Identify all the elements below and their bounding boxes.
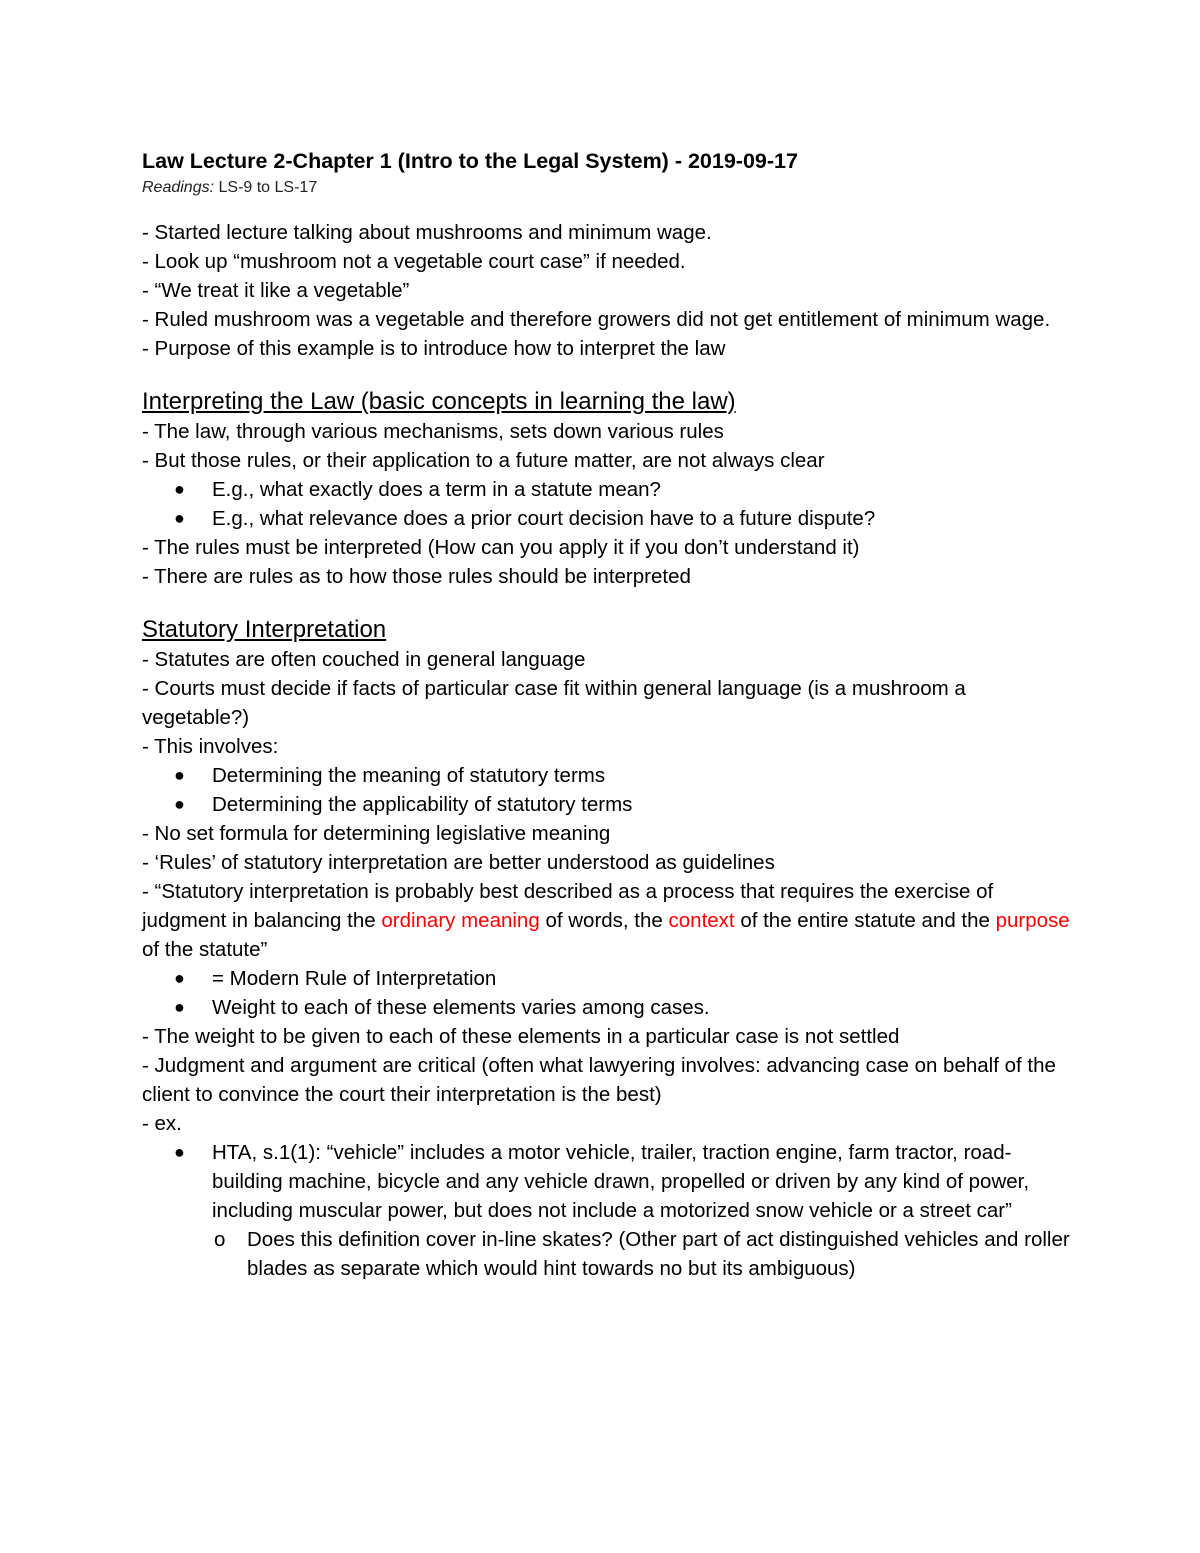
bullet-icon: ●	[174, 1142, 185, 1162]
section2-line: - Judgment and argument are critical (often what lawyering involves: advancing case on behalf of the client to convince the court their interpretation is the best)	[142, 1054, 1056, 1106]
bullet-item	[174, 790, 1072, 819]
bullet-icon: ●	[174, 765, 185, 785]
bullet-item	[174, 1138, 1072, 1283]
quote-text: of words, the	[539, 909, 669, 932]
readings-value: LS-9 to LS-17	[214, 179, 318, 196]
section2-line: - No set formula for determining legislative meaning	[142, 822, 611, 845]
section2-bullet-list-a	[142, 761, 1072, 819]
intro-line: - Ruled mushroom was a vegetable and therefore growers did not get entitlement of minimum wage.	[142, 308, 1051, 331]
quote-paragraph	[142, 877, 1072, 964]
intro-line: - Purpose of this example is to introduce how to interpret the law	[142, 337, 726, 360]
highlight-ordinary-meaning: ordinary meaning	[381, 909, 540, 932]
section1-line: - The rules must be interpreted (How can you apply it if you don’t understand it)	[142, 536, 860, 559]
section2-line: - Statutes are often couched in general language	[142, 648, 586, 671]
bullet-icon: ●	[174, 508, 185, 528]
bullet-item	[174, 475, 1072, 504]
section1-bullet-list	[142, 475, 1072, 533]
bullet-item	[174, 761, 1072, 790]
sub-bullet-text: Does this definition cover in-line skates? (Other part of act distinguished vehicles and roller blades as separate which would hint towards no but its ambiguous)	[247, 1228, 1070, 1280]
bullet-text: Weight to each of these elements varies among cases.	[212, 996, 710, 1019]
quote-text: of the statute”	[142, 938, 268, 961]
section2-line: - ex.	[142, 1112, 182, 1135]
bullet-icon: ●	[174, 794, 185, 814]
hta-bullet-list	[142, 1138, 1072, 1283]
bullet-text: Determining the meaning of statutory terms	[212, 764, 606, 787]
bullet-item	[174, 993, 1072, 1022]
highlight-purpose: purpose	[995, 909, 1070, 932]
hollow-bullet-icon: o	[214, 1228, 226, 1251]
readings-line	[142, 176, 1072, 200]
bullet-item	[174, 504, 1072, 533]
document-page	[142, 146, 1072, 1283]
intro-line: - Look up “mushroom not a vegetable court case” if needed.	[142, 250, 686, 273]
bullet-icon: ●	[174, 997, 185, 1017]
section2-line: - Courts must decide if facts of particular case fit within general language (is a mushroom a vegetable?)	[142, 677, 966, 729]
bullet-text: E.g., what relevance does a prior court decision have to a future dispute?	[212, 507, 876, 530]
quote-text: of the entire statute and the	[734, 909, 996, 932]
bullet-text: = Modern Rule of Interpretation	[212, 967, 497, 990]
readings-label: Readings:	[142, 179, 215, 196]
section2-line: - This involves:	[142, 735, 279, 758]
section1-line: - But those rules, or their application to a future matter, are not always clear	[142, 449, 825, 472]
bullet-icon: ●	[174, 968, 185, 988]
section2-line: - The weight to be given to each of these elements in a particular case is not settled	[142, 1025, 900, 1048]
bullet-text: E.g., what exactly does a term in a statute mean?	[212, 478, 661, 501]
section2-bullet-list-b	[142, 964, 1072, 1022]
section2-line: - ‘Rules’ of statutory interpretation are better understood as guidelines	[142, 851, 775, 874]
highlight-context: context	[668, 909, 735, 932]
section-heading-statutory: Statutory Interpretation	[142, 616, 387, 643]
section1-line: - There are rules as to how those rules should be interpreted	[142, 565, 691, 588]
sub-bullet-item	[214, 1225, 1072, 1283]
hta-definition: HTA, s.1(1): “vehicle” includes a motor vehicle, trailer, traction engine, farm tractor, road-building machine, bicycle and any vehicle drawn, propelled or driven by any kind of power, including muscular power, but does not include a motorized snow vehicle or a street car”	[212, 1141, 1030, 1222]
bullet-icon: ●	[174, 479, 185, 499]
quote-text: - “Statutory interpretation is probably best described as a process that requires the exercise of judgment in balancing the	[142, 880, 994, 932]
sub-bullet-list	[212, 1225, 1072, 1283]
intro-line: - “We treat it like a vegetable”	[142, 279, 410, 302]
intro-line: - Started lecture talking about mushrooms and minimum wage.	[142, 221, 712, 244]
bullet-item	[174, 964, 1072, 993]
bullet-text: Determining the applicability of statutory terms	[212, 793, 633, 816]
section1-line: - The law, through various mechanisms, sets down various rules	[142, 420, 724, 443]
section-heading-interpreting: Interpreting the Law (basic concepts in learning the law)	[142, 388, 736, 415]
document-title: Law Lecture 2-Chapter 1 (Intro to the Legal System) - 2019-09-17	[142, 149, 798, 173]
